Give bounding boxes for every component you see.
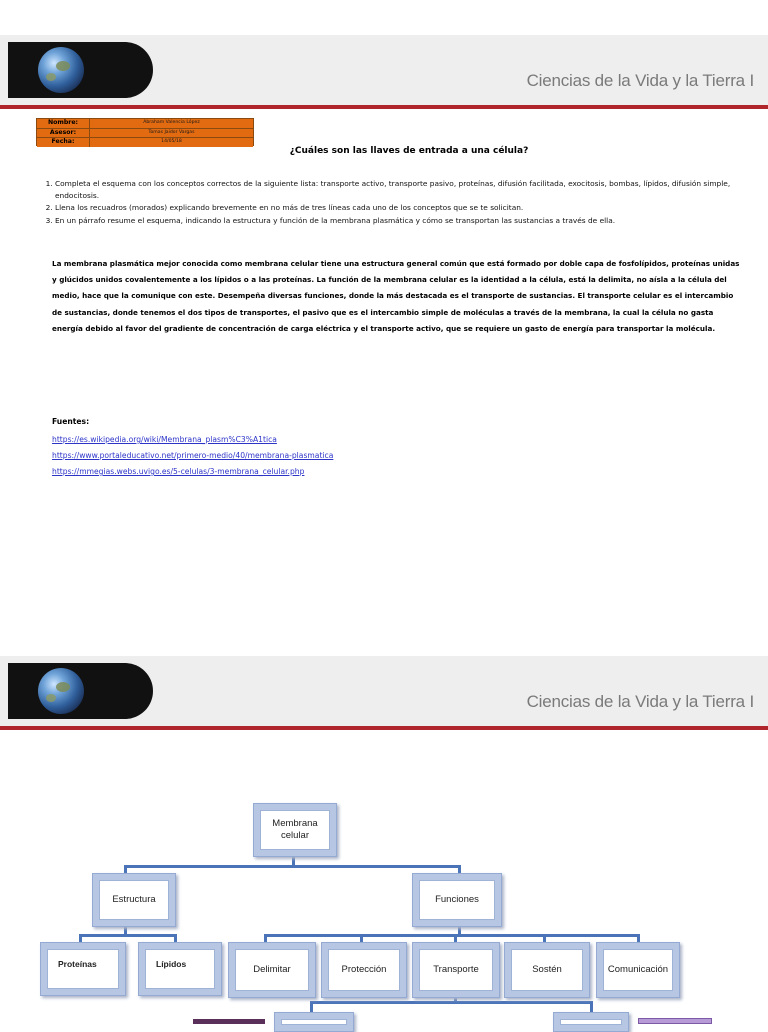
box-delimitar	[228, 942, 316, 998]
source-link[interactable]: https://mmegias.webs.uvigo.es/5-celulas/3-membrana_celular.php	[52, 467, 305, 476]
box-transporte-pasivo	[274, 1012, 354, 1032]
purple-answer-box	[193, 1019, 265, 1024]
info-value: Tomas Jaidor Vargas	[90, 129, 253, 138]
box-proteccion	[321, 942, 407, 998]
earth-logo	[8, 663, 153, 719]
page-header	[0, 35, 768, 105]
instructions	[43, 178, 733, 227]
connector	[310, 1001, 593, 1004]
connector	[79, 934, 176, 937]
box-funciones	[412, 873, 502, 927]
source-link[interactable]: https://es.wikipedia.org/wiki/Membrana_plasm%C3%A1tica	[52, 435, 277, 444]
info-key: Fecha:	[37, 138, 90, 147]
box-estructura	[92, 873, 176, 927]
box-lipidos	[138, 942, 222, 996]
box-label: Membrana celular	[260, 810, 330, 850]
summary-paragraph: La membrana plasmática mejor conocida como membrana celular tiene una estructura general común que está formado por doble capa de fosfolípidos, proteínas unidas y glúcidos unidos covalentemente a los lípidos o a las proteínas. La función de la membrana celular es la identidad a la célula, está la delimita, no aísla a la célula del medio, hace que la comunique con este. Desempeña diversas funciones, donde la más destacada es el transporte de sustancias. El transporte celular es el intercambio de sustancias, donde tenemos el dos tipos de transportes, el pasivo que es el intercambio simple de moléculas a través de la membrana, la cual la célula no gasta energía debido al favor del gradiente de concentración de carga eléctrica y el transporte activo, que se requiere un gasto de energía para transportar la molécula.	[52, 259, 740, 333]
box-label: Proteínas	[47, 949, 119, 989]
box-label: Transporte	[419, 949, 493, 991]
connector	[174, 934, 177, 942]
connector	[79, 934, 82, 942]
info-key: Nombre:	[37, 119, 90, 128]
info-value: Abraham Valencia López	[90, 119, 253, 128]
sources-links	[52, 432, 333, 480]
box-label: Delimitar	[235, 949, 309, 991]
box-transporte	[412, 942, 500, 998]
box-label: Protección	[328, 949, 400, 991]
info-key: Asesor:	[37, 129, 90, 138]
box-inner	[560, 1019, 622, 1025]
box-sosten	[504, 942, 590, 998]
header-rule	[0, 105, 768, 109]
box-proteinas	[40, 942, 126, 996]
info-value: 14/05/18	[90, 138, 253, 147]
box-label: Estructura	[99, 880, 169, 920]
header-title: Ciencias de la Vida y la Tierra I	[526, 692, 754, 711]
box-comunicacion	[596, 942, 680, 998]
question-title: ¿Cuáles son las llaves de entrada a una célula?	[289, 146, 529, 156]
page-header-2	[0, 656, 768, 726]
box-label: Sostén	[511, 949, 583, 991]
box-label: Lípidos	[145, 949, 215, 989]
info-row	[37, 129, 253, 139]
box-label: Funciones	[419, 880, 495, 920]
box-inner	[281, 1019, 347, 1025]
header-rule	[0, 726, 768, 730]
earth-logo	[8, 42, 153, 98]
box-membrana-celular	[253, 803, 337, 857]
purple-answer-box	[638, 1018, 712, 1024]
connector	[124, 865, 460, 868]
instruction-item: 2. Llena los recuadros (morados) explicando brevemente en no más de tres líneas cada uno de los conceptos que se te solicitan.	[55, 202, 733, 214]
globe-icon	[38, 668, 84, 714]
source-link[interactable]: https://www.portaleducativo.net/primero-medio/40/membrana-plasmatica	[52, 451, 334, 460]
globe-icon	[38, 47, 84, 93]
instruction-item: 3. En un párrafo resume el esquema, indicando la estructura y función de la membrana plasmática y cómo se transportan las sustancias a través de ella.	[55, 215, 733, 227]
connector	[264, 934, 640, 937]
info-row	[37, 119, 253, 129]
box-transporte-activo	[553, 1012, 629, 1032]
instruction-item: 1. Completa el esquema con los conceptos correctos de la siguiente lista: transporte activo, transporte pasivo, proteínas, difusión facilitada, exocitosis, bombas, lípidos, difusión simple, endocitosis.	[55, 178, 733, 202]
sources-label: Fuentes:	[52, 417, 90, 426]
header-title: Ciencias de la Vida y la Tierra I	[526, 71, 754, 90]
box-label: Comunicación	[603, 949, 673, 991]
student-info-table	[36, 118, 254, 146]
